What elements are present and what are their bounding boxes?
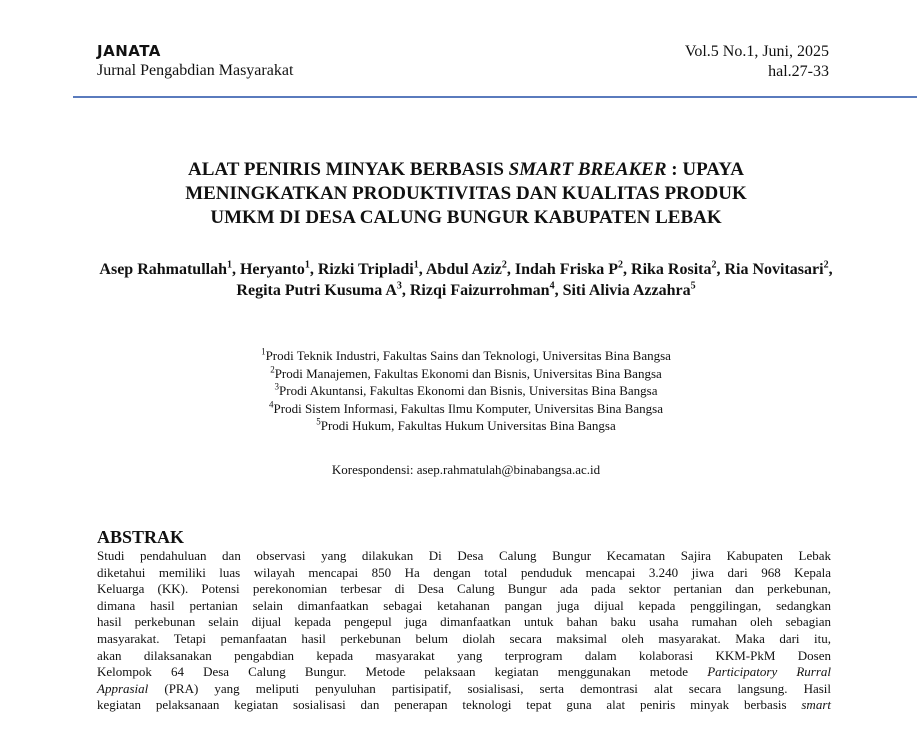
author-affiliation-mark: 5 [690, 280, 696, 292]
affiliation-item: $^4$Prodi Sistem Informasi, Fakultas Ilmu Komputer, Universitas Bina Bangsa [269, 399, 663, 416]
affiliation-item: $^1$Prodi Teknik Industri, Fakultas Sains dan Teknologi, Universitas Bina Bangsa [261, 346, 671, 363]
abstract-line: Studi pendahuluan dan observasi yang dilakukan Di Desa Calung Bungur Kecamatan Sajira Kabupaten Lebak [97, 548, 831, 563]
author-line-1: Asep Rahmatullah$^1$, Heryanto$^1$, Rizki Tripladi$^1$, Abdul Aziz$^2$, Indah Friska $P^2$, Rika Rosita$^2$, Ria Novitasari$^2$, Regita Putri Kusuma $A^3$, Rizqi Faizurrohman$^4$, Siti Alivia Azzahra$^5$ [99, 259, 833, 299]
abstract-line: kegiatan pelaksanaan kegiatan sosialisasi dan penerapan teknologi tepat guna alat peniris minyak berbasis smart [97, 697, 831, 713]
author-name: Regita Putri Kusuma A [236, 282, 397, 299]
correspondence-email: Korespondensi: asep.rahmatulah@binabangsa.ac.id [331, 462, 601, 477]
affiliation-item: $^3$Prodi Akuntansi, Fakultas Ekonomi dan Bisnis, Universitas Bina Bangsa [274, 381, 658, 398]
author-affiliation-mark: 4 [549, 280, 555, 292]
author-name: Asep Rahmatullah [99, 261, 227, 278]
author-affiliation-mark: 2 [823, 259, 829, 271]
running-header-left [97, 42, 293, 81]
affiliation-list [96, 347, 836, 435]
journal-name: JANATA [97, 42, 161, 60]
abstract-line: dimana hasil pertanian selain dimanfaatkan sebagai ketahanan pangan juga dijual kepada penggilingan, sedangkan [97, 597, 831, 613]
title-line-3: UMKM DI DESA CALUNG BUNGUR KABUPATEN LEBAK [210, 207, 722, 228]
author-list [96, 259, 836, 301]
author-affiliation-mark: 1 [304, 259, 310, 271]
abstract-heading: ABSTRAK [97, 527, 185, 547]
author-affiliation-mark: 2 [501, 259, 507, 271]
journal-subtitle: Jurnal Pengabdian Masyarakat [97, 62, 294, 79]
author-name: Siti Alivia Azzahra [562, 282, 691, 299]
title-line-1: ALAT PENIRIS MINYAK BERBASIS SMART BREAKER : UPAYA [188, 159, 744, 180]
abstract-line: Apprasial (PRA) yang meliputi penyuluhan partisipatif, sosialisasi, serta demontrasi alat secara langsung. Hasil [97, 680, 832, 696]
running-header-right [685, 42, 829, 82]
author-name: Rizki Tripladi [317, 261, 414, 278]
author-affiliation-mark: 1 [226, 259, 232, 271]
author-name: Abdul Aziz [425, 261, 502, 278]
abstract-emphasis: smart [801, 697, 831, 713]
page-range: hal.27-33 [768, 63, 829, 80]
abstract-line: masyarakat. Tetapi pemanfaatan hasil perkebunan belum diolah secara maksimal oleh masyarakat. Maka dari itu, [97, 630, 831, 646]
abstract-emphasis: Apprasial [97, 680, 149, 696]
author-name: Rika Rosita [631, 261, 712, 278]
abstract-line: akan dilaksanakan pengabdian kepada masyarakat yang terprogram dalam kolaborasi KKM-PkM Dosen [97, 647, 831, 663]
author-name: Indah Friska P [514, 261, 619, 278]
header-divider [73, 96, 917, 98]
abstract-line: Keluarga (KK). Potensi perekonomian terbesar di Desa Calung Bungur ada pada sektor pertanian dan perkebunan, [97, 581, 831, 597]
abstract-body [97, 548, 831, 714]
abstract-emphasis: Participatory Rurral [707, 664, 832, 680]
paper-title [96, 158, 836, 230]
abstract-line: hasil perkebunan selain dijual kepada pengepul juga dimanfaatkan untuk bahan baku usaha rumahan oleh sebagian [97, 614, 831, 630]
author-name: Rizqi Faizurrohman [409, 282, 550, 299]
abstract-line: Kelompok 64 Desa Calung Bungur. Metode pelaksaan kegiatan menggunakan metode Participatory Rurral [97, 664, 832, 680]
affiliation-item: $^2$Prodi Manajemen, Fakultas Ekonomi dan Bisnis, Universitas Bina Bangsa [270, 364, 662, 381]
journal-volume: Vol.5 No.1, Juni, 2025 [684, 43, 829, 60]
author-name: Ria Novitasari [724, 261, 824, 278]
author-name: Heryanto [239, 261, 305, 278]
author-affiliation-mark: 1 [413, 259, 419, 271]
title-emphasis: SMART BREAKER [508, 159, 667, 180]
abstract-line: diketahui memiliki luas wilayah mencapai 850 Ha dengan total penduduk mencapai 3.240 jiwa dari 968 Kepala [97, 564, 831, 580]
author-affiliation-mark: 2 [711, 259, 717, 271]
author-affiliation-mark: 2 [618, 259, 624, 271]
title-line-2: MENINGKATKAN PRODUKTIVITAS DAN KUALITAS PRODUK [185, 183, 747, 204]
author-affiliation-mark: 3 [396, 280, 402, 292]
affiliation-item: $^5$Prodi Hukum, Fakultas Hukum Universitas Bina Bangsa [316, 416, 616, 433]
